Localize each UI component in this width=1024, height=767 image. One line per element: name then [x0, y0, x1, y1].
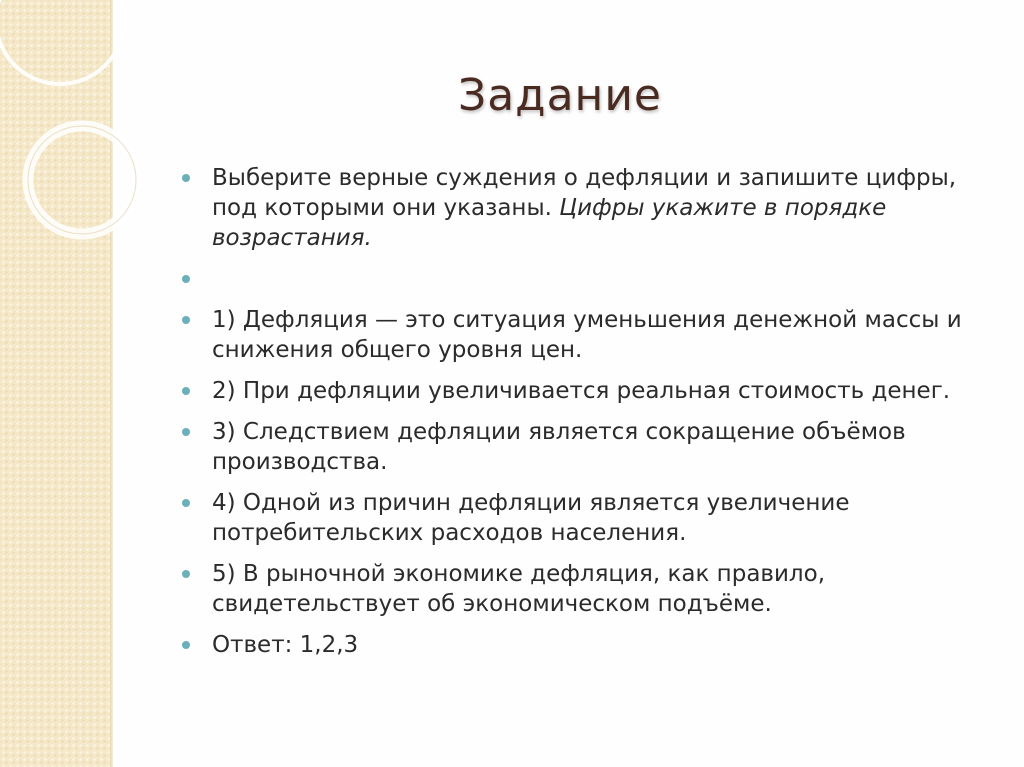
list-item-statement-3 [180, 417, 980, 477]
statement-3-text: 3) Следствием дефляции является сокращение объёмов производства. [212, 419, 906, 475]
decorative-circles [0, 0, 180, 280]
list-item-statement-1 [180, 305, 980, 365]
list-item-instruction [180, 163, 980, 253]
list-item-statement-5 [180, 559, 980, 619]
bullet-dot [182, 570, 190, 578]
answer-text: Ответ: 1,2,3 [212, 632, 359, 658]
bullet-dot [182, 428, 190, 436]
bullet-dot [182, 641, 190, 649]
statement-1-text: 1) Дефляция — это ситуация уменьшения денежной массы и снижения общего уровня цен. [212, 307, 962, 363]
list-item-statement-4 [180, 488, 980, 548]
statement-5-text: 5) В рыночной экономике дефляция, как правило, свидетельствует об экономическом подъёме. [212, 561, 826, 617]
list-item-answer [180, 630, 980, 660]
statement-2-text: 2) При дефляции увеличивается реальная стоимость денег. [212, 378, 951, 404]
list-item-statement-2 [180, 376, 980, 406]
statement-4-text: 4) Одной из причин дефляции является увеличение потребительских расходов населения. [212, 490, 850, 546]
bullet-dot [182, 174, 190, 182]
bullet-dot [182, 499, 190, 507]
instruction-italic-note: Цифры укажите в порядке возрастания. [212, 195, 887, 251]
bullet-dot [182, 316, 190, 324]
instruction-text: Выберите верные суждения о дефляции и запишите цифры, под которыми они указаны. [212, 165, 957, 221]
list-item-empty [180, 264, 980, 294]
bullet-list [180, 163, 980, 671]
bullet-dot [182, 275, 190, 283]
bullet-dot [182, 387, 190, 395]
slide-title: Задание [458, 70, 662, 121]
